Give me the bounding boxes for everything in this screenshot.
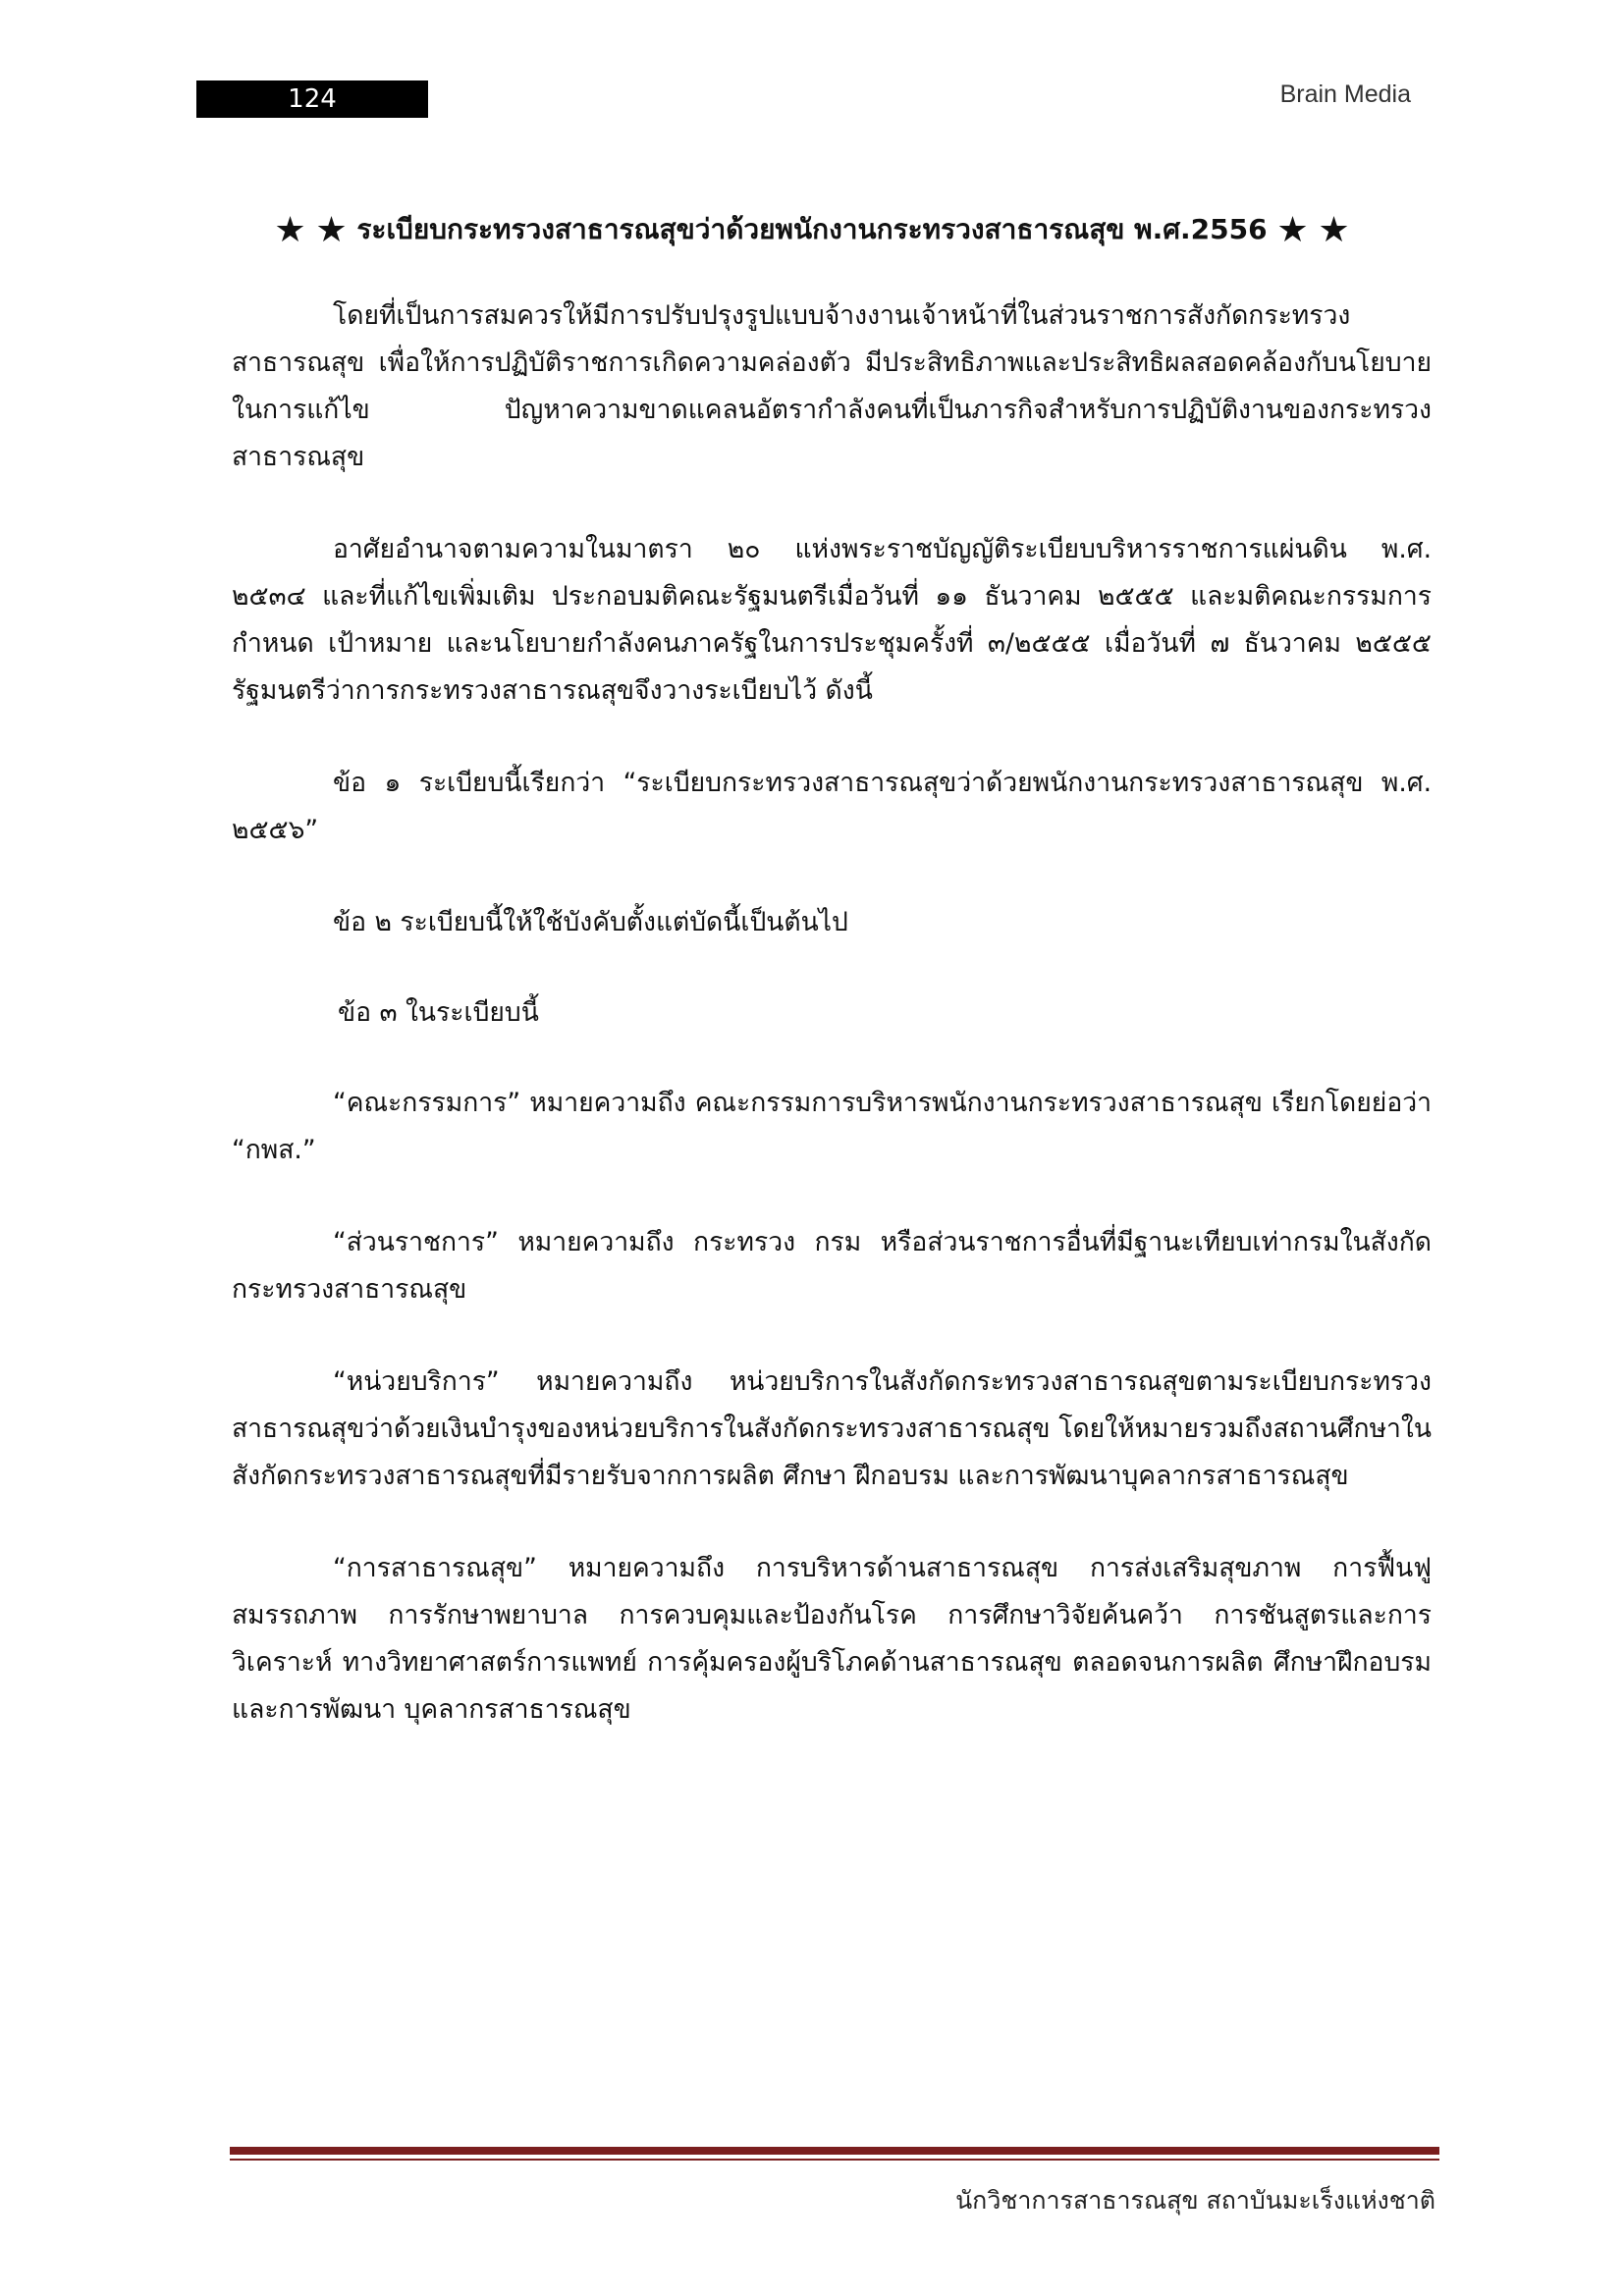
star-icon: ★ bbox=[1276, 210, 1309, 250]
document-body bbox=[232, 293, 1432, 1779]
star-icon: ★ bbox=[1318, 210, 1350, 250]
paragraph-definition-public-health: “การสาธารณสุข” หมายความถึง การบริหารด้านสาธารณสุข การส่งเสริมสุขภาพ การฟื้นฟูสมรรถภาพ การรักษาพยาบาล การควบคุมและป้องกันโรค การศึกษาวิจัยค้นคว้า การชันสูตรและการวิเคราะห์ ทางวิทยาศาสตร์การแพทย์ การคุ้มครองผู้บริโภคด้านสาธารณสุข ตลอดจนการผลิต ศึกษาฝึกอบรม และการพัฒนา บุคลากรสาธารณสุข bbox=[232, 1553, 1432, 1725]
paragraph-clause-1: ข้อ ๑ ระเบียบนี้เรียกว่า “ระเบียบกระทรวงสาธารณสุขว่าด้วยพนักงานกระทรวงสาธารณสุข พ.ศ. ๒๕๕๖” bbox=[232, 768, 1432, 845]
brand-label: Brain Media bbox=[1279, 80, 1411, 108]
document-title bbox=[157, 208, 1467, 251]
document-title-text: ระเบียบกระทรวงสาธารณสุขว่าด้วยพนักงานกระทรวงสาธารณสุข พ.ศ.2556 bbox=[356, 213, 1268, 245]
footer-divider-thin bbox=[230, 2159, 1439, 2161]
footer-divider bbox=[230, 2147, 1439, 2155]
paragraph-clause-3: ข้อ ๓ ในระเบียบนี้ bbox=[338, 997, 539, 1028]
paragraph-authority: อาศัยอำนาจตามความในมาตรา ๒๐ แห่งพระราชบัญญัติระเบียบบริหารราชการแผ่นดิน พ.ศ. ๒๕๓๔ และที่แก้ไขเพิ่มเติม ประกอบมติคณะรัฐมนตรีเมื่อวันที่ ๑๑ ธันวาคม ๒๕๕๕ และมติคณะกรรมการกำหนด เป้าหมาย และนโยบายกำลังคนภาครัฐในการประชุมครั้งที่ ๓/๒๕๕๕ เมื่อวันที่ ๗ ธันวาคม ๒๕๕๕ รัฐมนตรีว่าการกระทรวงสาธารณสุขจึงวางระเบียบไว้ ดังนี้ bbox=[232, 534, 1432, 706]
footer-text: นักวิชาการสาธารณสุข สถาบันมะเร็งแห่งชาติ bbox=[955, 2186, 1435, 2215]
star-icon: ★ bbox=[315, 210, 348, 250]
paragraph-preamble: โดยที่เป็นการสมควรให้มีการปรับปรุงรูปแบบจ้างงานเจ้าหน้าที่ในส่วนราชการสังกัดกระทรวงสาธารณสุข เพื่อให้การปฏิบัติราชการเกิดความคล่องตัว มีประสิทธิภาพและประสิทธิผลสอดคล้องกับนโยบายในการแก้ไข ปัญหาความขาดแคลนอัตรากำลังคนที่เป็นภารกิจสำหรับการปฏิบัติงานของกระทรวงสาธารณสุข bbox=[232, 300, 1432, 472]
paragraph-clause-2: ข้อ ๒ ระเบียบนี้ให้ใช้บังคับตั้งแต่บัดนี้เป็นต้นไป bbox=[333, 907, 848, 937]
paragraph-definition-agency: “ส่วนราชการ” หมายความถึง กระทรวง กรม หรือส่วนราชการอื่นที่มีฐานะเทียบเท่ากรมในสังกัดกระทรวงสาธารณสุข bbox=[232, 1227, 1432, 1305]
paragraph-definition-committee: “คณะกรรมการ” หมายความถึง คณะกรรมการบริหารพนักงานกระทรวงสาธารณสุข เรียกโดยย่อว่า “กพส.” bbox=[232, 1088, 1432, 1165]
page-number: 124 bbox=[196, 80, 428, 118]
star-icon: ★ bbox=[274, 210, 306, 250]
paragraph-definition-service-unit: “หน่วยบริการ” หมายความถึง หน่วยบริการในสังกัดกระทรวงสาธารณสุขตามระเบียบกระทรวงสาธารณสุขว่าด้วยเงินบำรุงของหน่วยบริการในสังกัดกระทรวงสาธารณสุข โดยให้หมายรวมถึงสถานศึกษาใน สังกัดกระทรวงสาธารณสุขที่มีรายรับจากการผลิต ศึกษา ฝึกอบรม และการพัฒนาบุคลากรสาธารณสุข bbox=[232, 1366, 1432, 1491]
